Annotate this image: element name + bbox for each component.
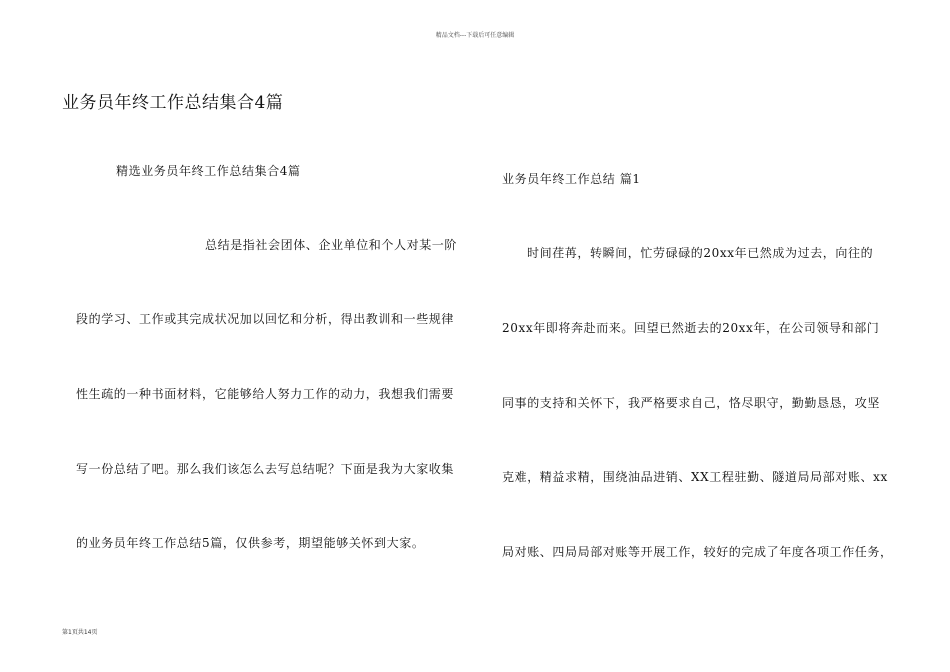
page-number-footer: 第1页共14页 bbox=[62, 629, 98, 636]
left-paragraph-line: 性生疏的一种书面材料，它能够给人努力工作的动力，我想我们需要 bbox=[76, 387, 455, 401]
left-paragraph-line: 写一份总结了吧。那么我们该怎么去写总结呢？下面是我为大家收集 bbox=[76, 462, 455, 476]
header-note: 精品文档---下载后可任意编辑 bbox=[435, 32, 515, 39]
left-paragraph-line: 段的学习、工作或其完成状况加以回忆和分析，得出教训和一些规律 bbox=[76, 312, 455, 326]
right-paragraph-line: 局对账、四局局部对账等开展工作，较好的完成了年度各项工作任务， bbox=[502, 545, 893, 559]
right-paragraph-line: 20xx年即将奔赴而来。回望已然逝去的20xx年，在公司领导和部门 bbox=[502, 321, 880, 335]
document-title: 业务员年终工作总结集合4篇 bbox=[62, 93, 284, 113]
left-paragraph-line: 总结是指社会团体、企业单位和个人对某一阶 bbox=[205, 238, 458, 252]
right-heading: 业务员年终工作总结 篇1 bbox=[502, 172, 641, 186]
left-paragraph-line: 的业务员年终工作总结5篇，仅供参考，期望能够关怀到大家。 bbox=[76, 536, 425, 550]
right-paragraph-line: 克难，精益求精，围绕油品进销、XX工程驻勤、隧道局局部对账、xx bbox=[502, 470, 888, 484]
right-paragraph-line: 时间荏苒，转瞬间，忙劳碌碌的20xx年已然成为过去，向往的 bbox=[527, 246, 874, 260]
left-subtitle: 精选业务员年终工作总结集合4篇 bbox=[116, 164, 301, 178]
right-paragraph-line: 同事的支持和关怀下，我严格要求自己，恪尽职守，勤勤恳恳，攻坚 bbox=[502, 396, 881, 410]
